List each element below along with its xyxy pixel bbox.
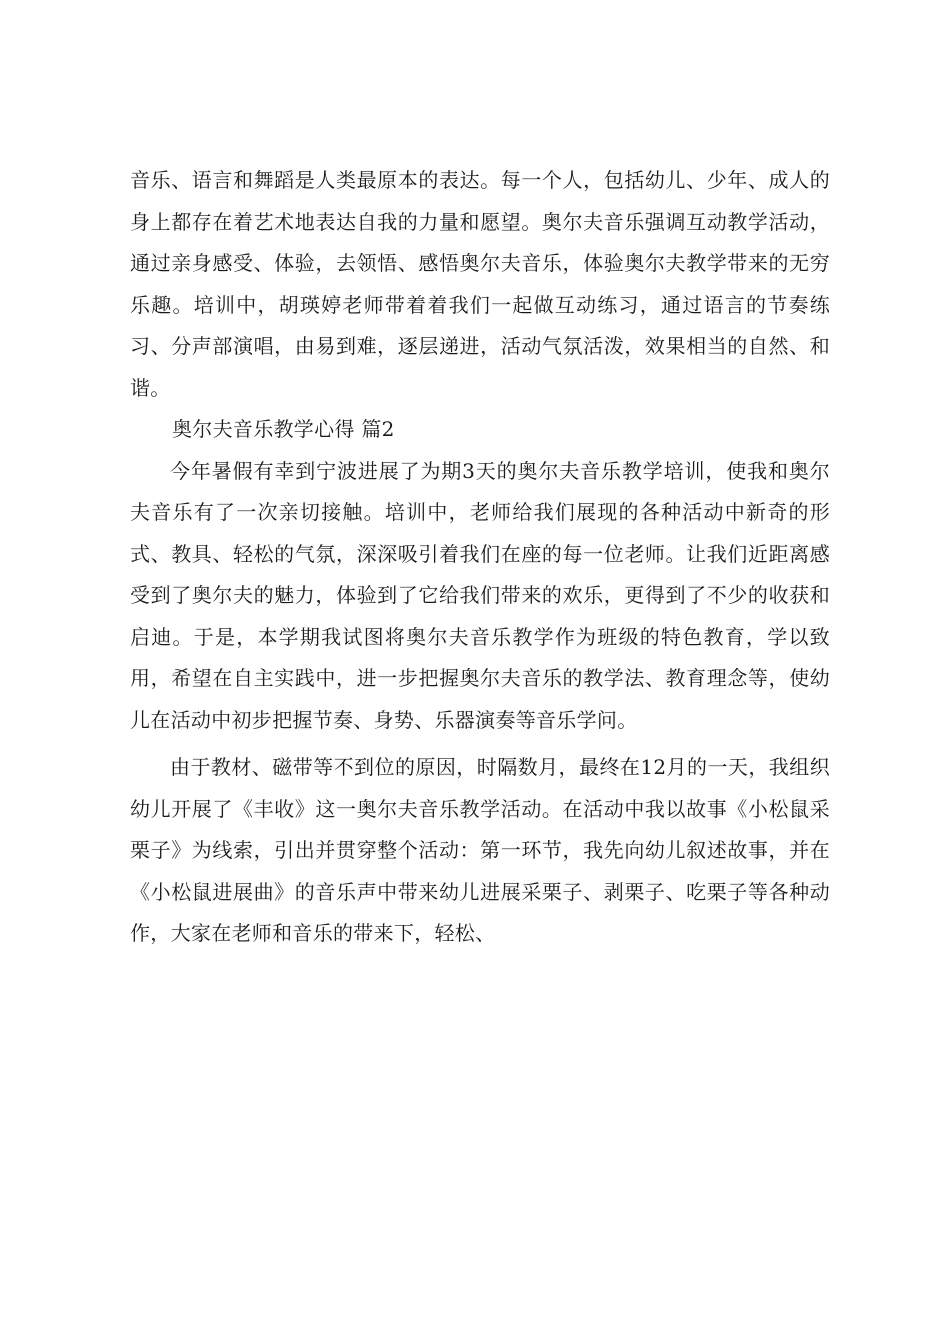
section-heading: 奥尔夫音乐教学心得 篇2: [172, 417, 395, 441]
paragraph-harvest-activity: 由于教材、磁带等不到位的原因，时隔数月，最终在12月的一天，我组织幼儿开展了《丰收》这一奥尔夫音乐教学活动。在活动中我以故事《小松鼠采栗子》为线索，引出并贯穿整个活动：第一环节，我先向幼儿叙述故事，并在《小松鼠进展曲》的音乐声中带来幼儿进展采栗子、剥栗子、吃栗子等各种动作，大家在老师和音乐的带来下，轻松、: [130, 755, 830, 945]
document-body: [130, 160, 830, 955]
paragraph-training-experience: 今年暑假有幸到宁波进展了为期3天的奥尔夫音乐教学培训，使我和奥尔夫音乐有了一次亲切接触。培训中，老师给我们展现的各种活动中新奇的形式、教具、轻松的气氛，深深吸引着我们在座的每一位老师。让我们近距离感受到了奥尔夫的魅力，体验到了它给我们带来的欢乐，更得到了不少的收获和启迪。于是，本学期我试图将奥尔夫音乐教学作为班级的特色教育，学以致用，希望在自主实践中，进一步把握奥尔夫音乐的教学法、教育理念等，使幼儿在活动中初步把握节奏、身势、乐器演奏等音乐学问。: [130, 458, 830, 732]
paragraph-orff-intro: 音乐、语言和舞蹈是人类最原本的表达。每一个人，包括幼儿、少年、成人的身上都存在着艺术地表达自我的力量和愿望。奥尔夫音乐强调互动教学活动，通过亲身感受、体验，去领悟、感悟奥尔夫音乐，体验奥尔夫教学带来的无穷乐趣。培训中，胡瑛婷老师带着着我们一起做互动练习，通过语言的节奏练习、分声部演唱，由易到难，逐层递进，活动气氛活泼，效果相当的自然、和谐。: [130, 168, 830, 400]
